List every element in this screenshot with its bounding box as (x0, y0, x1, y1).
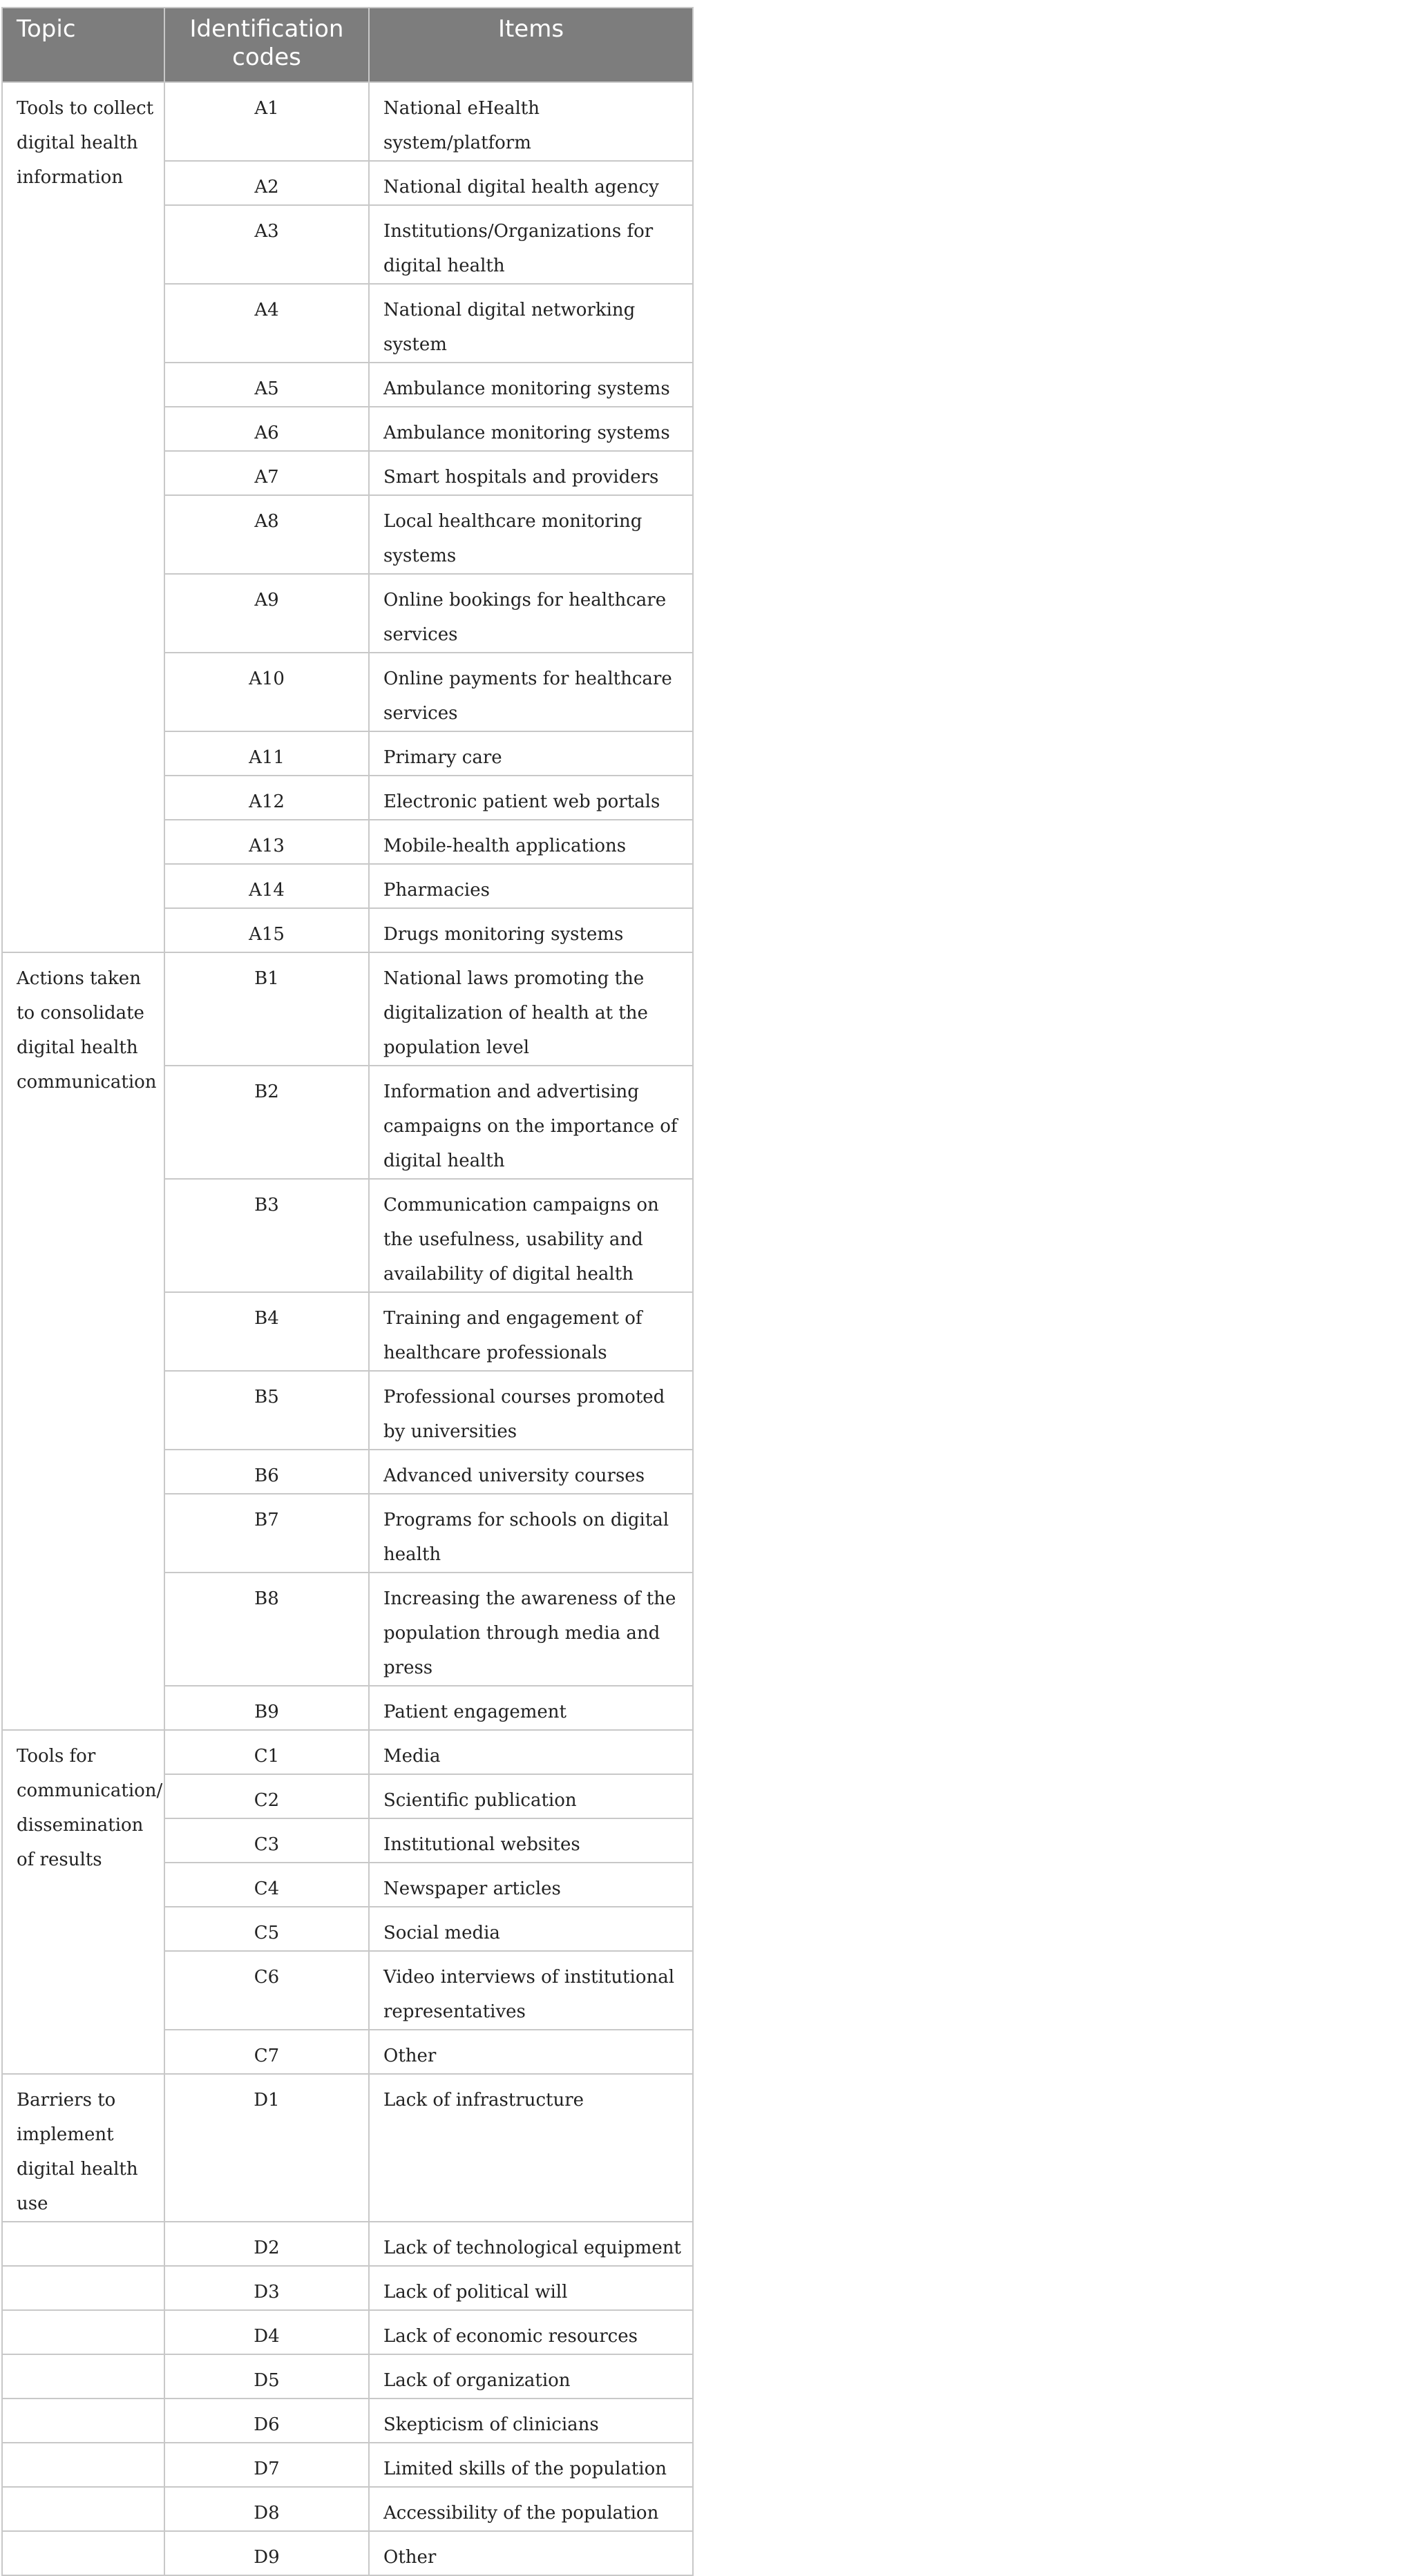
item-cell: Online payments for healthcare services (369, 653, 693, 731)
item-cell: Institutional websites (369, 1818, 693, 1863)
item-cell: Pharmacies (369, 864, 693, 908)
identification-code-cell: A2 (164, 161, 369, 205)
table-row (2, 2310, 693, 2354)
item-cell: Online bookings for healthcare services (369, 574, 693, 653)
table-row (2, 2074, 693, 2222)
identification-code-cell: C2 (164, 1774, 369, 1818)
table-row (2, 2354, 693, 2399)
identification-code-cell: C4 (164, 1863, 369, 1907)
topic-cell (2, 2487, 164, 2531)
identification-code-cell: D3 (164, 2266, 369, 2310)
item-cell: Ambulance monitoring systems (369, 363, 693, 407)
identification-code-cell: A8 (164, 495, 369, 574)
items-table (1, 7, 694, 2576)
identification-code-cell: B8 (164, 1573, 369, 1686)
identification-code-cell: A9 (164, 574, 369, 653)
topic-cell (2, 2222, 164, 2266)
identification-code-cell: A3 (164, 205, 369, 284)
table-row (2, 952, 693, 1066)
identification-code-cell: A5 (164, 363, 369, 407)
identification-code-cell: D8 (164, 2487, 369, 2531)
identification-code-cell: A11 (164, 731, 369, 776)
identification-code-cell: C6 (164, 1951, 369, 2030)
item-cell: Scientific publication (369, 1774, 693, 1818)
item-cell: Electronic patient web portals (369, 776, 693, 820)
item-cell: Lack of infrastructure (369, 2074, 693, 2222)
table-body (2, 82, 693, 2575)
identification-code-cell: C3 (164, 1818, 369, 1863)
identification-code-cell: B5 (164, 1371, 369, 1450)
topic-cell: Actions taken to consolidate digital health communication (2, 952, 164, 1730)
identification-code-cell: D9 (164, 2531, 369, 2575)
item-cell: Other (369, 2030, 693, 2074)
identification-code-cell: B6 (164, 1450, 369, 1494)
identification-code-cell: D4 (164, 2310, 369, 2354)
item-cell: Lack of political will (369, 2266, 693, 2310)
identification-code-cell: A15 (164, 908, 369, 952)
topic-cell (2, 2443, 164, 2487)
identification-code-cell: B3 (164, 1179, 369, 1292)
topic-cell (2, 2310, 164, 2354)
item-cell: Local healthcare monitoring systems (369, 495, 693, 574)
identification-code-cell: A10 (164, 653, 369, 731)
topic-cell: Tools to collect digital health information (2, 82, 164, 952)
table-row (2, 2487, 693, 2531)
identification-code-cell: A14 (164, 864, 369, 908)
item-cell: Primary care (369, 731, 693, 776)
item-cell: National laws promoting the digitalization of health at the population level (369, 952, 693, 1066)
identification-code-cell: D2 (164, 2222, 369, 2266)
item-cell: Training and engagement of healthcare professionals (369, 1292, 693, 1371)
table-row (2, 2222, 693, 2266)
item-cell: Newspaper articles (369, 1863, 693, 1907)
identification-code-cell: B9 (164, 1686, 369, 1730)
item-cell: Media (369, 1730, 693, 1774)
item-cell: Accessibility of the population (369, 2487, 693, 2531)
table-row (2, 2531, 693, 2575)
item-cell: Lack of economic resources (369, 2310, 693, 2354)
item-cell: Programs for schools on digital health (369, 1494, 693, 1573)
header-items: Items (369, 8, 693, 82)
item-cell: Ambulance monitoring systems (369, 407, 693, 451)
item-cell: Skepticism of clinicians (369, 2399, 693, 2443)
identification-code-cell: C1 (164, 1730, 369, 1774)
item-cell: Mobile-health applications (369, 820, 693, 864)
item-cell: Lack of organization (369, 2354, 693, 2399)
table-row (2, 2399, 693, 2443)
topic-cell (2, 2531, 164, 2575)
identification-code-cell: D6 (164, 2399, 369, 2443)
item-cell: Social media (369, 1907, 693, 1951)
identification-code-cell: B2 (164, 1066, 369, 1179)
item-cell: Smart hospitals and providers (369, 451, 693, 495)
identification-code-cell: D5 (164, 2354, 369, 2399)
topic-cell: Barriers to implement digital health use (2, 2074, 164, 2222)
table-header (2, 8, 693, 82)
identification-code-cell: A6 (164, 407, 369, 451)
identification-code-cell: D7 (164, 2443, 369, 2487)
item-cell: National digital networking system (369, 284, 693, 363)
identification-code-cell: A7 (164, 451, 369, 495)
item-cell: Communication campaigns on the usefulness, usability and availability of digital health (369, 1179, 693, 1292)
item-cell: Drugs monitoring systems (369, 908, 693, 952)
table-row (2, 2443, 693, 2487)
identification-code-cell: C7 (164, 2030, 369, 2074)
header-row (2, 8, 693, 82)
topic-cell (2, 2399, 164, 2443)
table-row (2, 82, 693, 161)
item-cell: Professional courses promoted by universities (369, 1371, 693, 1450)
header-topic: Topic (2, 8, 164, 82)
topic-cell (2, 2266, 164, 2310)
table-row (2, 1730, 693, 1774)
item-cell: Other (369, 2531, 693, 2575)
item-cell: Lack of technological equipment (369, 2222, 693, 2266)
item-cell: Information and advertising campaigns on the importance of digital health (369, 1066, 693, 1179)
identification-code-cell: B1 (164, 952, 369, 1066)
item-cell: Limited skills of the population (369, 2443, 693, 2487)
identification-code-cell: D1 (164, 2074, 369, 2222)
topic-cell: Tools for communication/ dissemination of results (2, 1730, 164, 2074)
identification-code-cell: A1 (164, 82, 369, 161)
item-cell: National digital health agency (369, 161, 693, 205)
header-identification-codes: Identification codes (164, 8, 369, 82)
item-cell: Increasing the awareness of the population through media and press (369, 1573, 693, 1686)
identification-code-cell: A13 (164, 820, 369, 864)
identification-code-cell: B4 (164, 1292, 369, 1371)
table-row (2, 2266, 693, 2310)
item-cell: Advanced university courses (369, 1450, 693, 1494)
item-cell: National eHealth system/platform (369, 82, 693, 161)
identification-code-cell: A4 (164, 284, 369, 363)
item-cell: Video interviews of institutional representatives (369, 1951, 693, 2030)
topic-cell (2, 2354, 164, 2399)
identification-code-cell: C5 (164, 1907, 369, 1951)
identification-code-cell: A12 (164, 776, 369, 820)
item-cell: Institutions/Organizations for digital health (369, 205, 693, 284)
identification-code-cell: B7 (164, 1494, 369, 1573)
item-cell: Patient engagement (369, 1686, 693, 1730)
